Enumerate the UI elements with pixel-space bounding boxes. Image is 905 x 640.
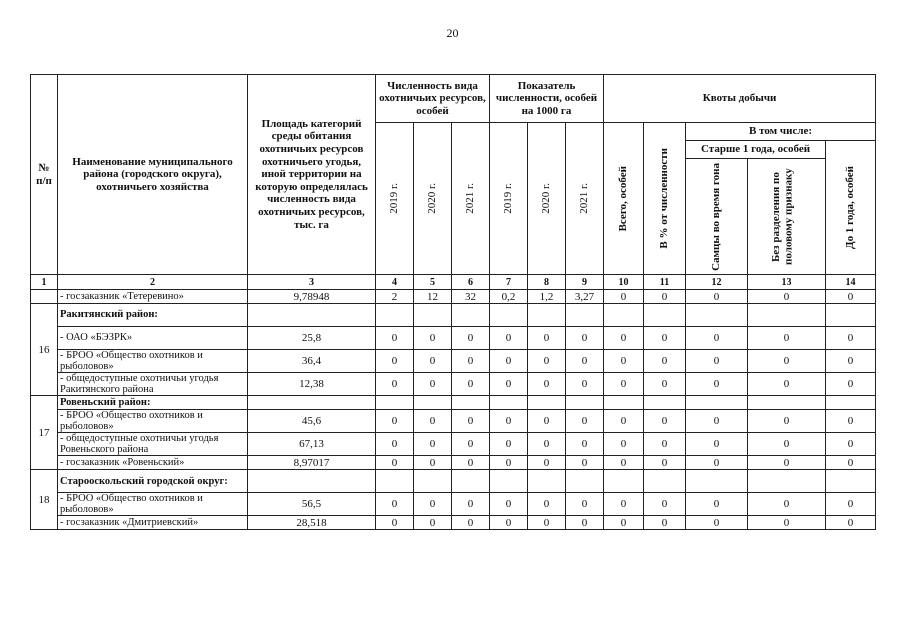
header-including: В том числе: [686, 123, 876, 141]
table-cell: 32 [452, 290, 490, 304]
empty-cell [376, 470, 414, 493]
table-cell: 10 [604, 275, 644, 290]
table-cell: 0 [644, 373, 686, 396]
table-cell: 0 [490, 327, 528, 350]
hunting-quota-table [30, 74, 876, 530]
table-cell: 0 [528, 493, 566, 516]
table-cell: 0 [644, 433, 686, 456]
table-cell: 0 [566, 373, 604, 396]
table-cell: - госзаказник «Дмитриевский» [58, 516, 248, 530]
table-cell: 0 [414, 456, 452, 470]
table-cell: 0 [566, 456, 604, 470]
header-density: Показатель численности, особей на 1000 га [490, 75, 604, 123]
empty-cell [826, 396, 876, 410]
empty-cell [490, 396, 528, 410]
table-cell: 0 [566, 433, 604, 456]
table-cell: 0 [528, 327, 566, 350]
district-row [31, 304, 876, 327]
empty-cell [490, 304, 528, 327]
empty-cell [452, 396, 490, 410]
district-row [31, 470, 876, 493]
empty-cell [748, 396, 826, 410]
table-cell: 0 [686, 493, 748, 516]
table-cell: 28,518 [248, 516, 376, 530]
table-cell: 0 [376, 493, 414, 516]
table-cell: 7 [490, 275, 528, 290]
empty-cell [414, 396, 452, 410]
table-row [31, 290, 876, 304]
table-cell: 0 [604, 456, 644, 470]
column-numbers-row [31, 275, 876, 290]
table-cell: 0 [748, 410, 826, 433]
table-cell: 12 [414, 290, 452, 304]
table-cell: - БРОО «Общество охотников и рыболовов» [58, 350, 248, 373]
table-cell: 2 [58, 275, 248, 290]
table-cell: 0 [452, 327, 490, 350]
table-cell: 0 [644, 327, 686, 350]
empty-cell [490, 470, 528, 493]
table-cell: 0 [376, 456, 414, 470]
table-cell: 0 [490, 373, 528, 396]
table-cell: 4 [376, 275, 414, 290]
empty-cell [376, 396, 414, 410]
header-population: Численность вида охотничьих ресурсов, особей [376, 75, 490, 123]
table-cell: 0 [826, 456, 876, 470]
table-cell: 0 [826, 516, 876, 530]
empty-cell [452, 470, 490, 493]
empty-cell [748, 304, 826, 327]
table-cell: 36,4 [248, 350, 376, 373]
empty-cell [566, 396, 604, 410]
table-cell: 0 [414, 516, 452, 530]
table-cell: 0 [528, 410, 566, 433]
table-cell: 0 [490, 350, 528, 373]
table-cell: 0 [490, 456, 528, 470]
table-cell: 0 [644, 516, 686, 530]
table-row [31, 456, 876, 470]
table-row [31, 327, 876, 350]
empty-cell [414, 470, 452, 493]
header-quotas: Квоты добычи [604, 75, 876, 123]
table-cell: 0 [748, 373, 826, 396]
table-cell: - БРОО «Общество охотников и рыболовов» [58, 410, 248, 433]
table-cell: 0 [686, 373, 748, 396]
table-cell: 0 [452, 350, 490, 373]
header-2021: 2021 г. [464, 183, 477, 214]
table-row [31, 433, 876, 456]
table-cell: 2 [376, 290, 414, 304]
empty-cell [686, 304, 748, 327]
table-cell: 0 [566, 350, 604, 373]
empty-cell [604, 470, 644, 493]
table-cell: 0 [826, 350, 876, 373]
empty-cell [528, 304, 566, 327]
table-cell: 45,6 [248, 410, 376, 433]
table-cell: 0 [644, 350, 686, 373]
district-name: Ровеньский район: [58, 396, 248, 410]
table-cell: 0 [644, 456, 686, 470]
empty-cell [748, 470, 826, 493]
table-cell: 0 [414, 433, 452, 456]
table-cell: 0 [376, 433, 414, 456]
table-cell: 0 [604, 290, 644, 304]
table-cell: 0 [566, 410, 604, 433]
table-cell: 0 [686, 410, 748, 433]
table-cell: - госзаказник «Тетеревино» [58, 290, 248, 304]
page-number: 20 [446, 26, 459, 40]
table-cell: 0 [452, 516, 490, 530]
table-cell: 11 [644, 275, 686, 290]
table-cell: 13 [748, 275, 826, 290]
district-row [31, 396, 876, 410]
table-cell: 0 [528, 350, 566, 373]
table-cell: 14 [826, 275, 876, 290]
table-row [31, 373, 876, 396]
table-cell: 0 [452, 410, 490, 433]
table-cell: 5 [414, 275, 452, 290]
header-density-2019: 2019 г. [502, 183, 515, 214]
table-row [31, 516, 876, 530]
table-cell: 0 [604, 373, 644, 396]
table-cell: 0 [490, 433, 528, 456]
table-cell: - общедоступные охотничьи угодья Ракитянского района [58, 373, 248, 396]
header-2020: 2020 г. [426, 183, 439, 214]
header-density-2021: 2021 г. [578, 183, 591, 214]
table-cell: 1,2 [528, 290, 566, 304]
district-number: 16 [31, 304, 58, 396]
table-cell: 25,8 [248, 327, 376, 350]
empty-cell [31, 290, 58, 304]
table-cell: 12 [686, 275, 748, 290]
table-cell: 1 [31, 275, 58, 290]
table-cell: 3 [248, 275, 376, 290]
table-cell: 0 [414, 327, 452, 350]
table-cell: 0 [686, 327, 748, 350]
table-cell: 0 [414, 410, 452, 433]
table-cell: 0 [414, 373, 452, 396]
empty-cell [566, 470, 604, 493]
table-cell: 0 [686, 350, 748, 373]
table-cell: 67,13 [248, 433, 376, 456]
table-cell: 0 [686, 516, 748, 530]
table-cell: 0 [748, 327, 826, 350]
empty-cell [604, 396, 644, 410]
table-row [31, 350, 876, 373]
table-cell: 3,27 [566, 290, 604, 304]
table-cell: - госзаказник «Ровеньский» [58, 456, 248, 470]
header-num: № п/п [31, 75, 58, 275]
table-row [31, 410, 876, 433]
table-cell: 0 [826, 493, 876, 516]
table-cell: 0 [376, 350, 414, 373]
empty-cell [644, 304, 686, 327]
table-cell: 0 [604, 327, 644, 350]
empty-cell [826, 470, 876, 493]
table-cell: 0 [566, 327, 604, 350]
table-cell: 0 [686, 290, 748, 304]
table-cell: 0 [644, 410, 686, 433]
header-under1: До 1 года, особей [844, 166, 857, 249]
empty-cell [376, 304, 414, 327]
table-cell: 0 [604, 350, 644, 373]
empty-cell [644, 470, 686, 493]
table-cell: 0 [748, 493, 826, 516]
header-density-2020: 2020 г. [540, 183, 553, 214]
table-cell: 0 [490, 516, 528, 530]
table-cell: 56,5 [248, 493, 376, 516]
table-cell: 0 [490, 493, 528, 516]
table-cell: 0 [748, 456, 826, 470]
table-cell: 0 [604, 433, 644, 456]
table-cell: 0 [826, 433, 876, 456]
table-cell: 0 [826, 373, 876, 396]
table-cell: 12,38 [248, 373, 376, 396]
table-cell: 0 [452, 433, 490, 456]
table-cell: 0 [528, 373, 566, 396]
empty-cell [248, 396, 376, 410]
header-name: Наименование муниципального района (городского округа), охотничьего хозяйства [58, 75, 248, 275]
table-cell: 0 [604, 516, 644, 530]
table-cell: 0 [528, 456, 566, 470]
table-cell: 0 [644, 493, 686, 516]
district-name: Старооскольский городской округ: [58, 470, 248, 493]
empty-cell [528, 396, 566, 410]
table-cell: 0 [566, 516, 604, 530]
table-cell: 0 [604, 493, 644, 516]
district-name: Ракитянский район: [58, 304, 248, 327]
empty-cell [452, 304, 490, 327]
table-cell: 0 [452, 373, 490, 396]
header-total: Всего, особей [617, 165, 630, 232]
header-percent: В % от численности [658, 148, 671, 249]
empty-cell [248, 470, 376, 493]
table-cell: 0 [686, 456, 748, 470]
table-cell: 0 [748, 516, 826, 530]
header-no-sex: Без разделения по половому признаку [769, 168, 795, 265]
header-males-rut: Самцы во время гона [710, 162, 723, 271]
table-cell: 0,2 [490, 290, 528, 304]
district-number: 17 [31, 396, 58, 470]
empty-cell [528, 470, 566, 493]
table-cell: 0 [376, 373, 414, 396]
empty-cell [686, 396, 748, 410]
empty-cell [248, 304, 376, 327]
empty-cell [644, 396, 686, 410]
table-cell: 0 [414, 493, 452, 516]
empty-cell [604, 304, 644, 327]
table-cell: 8 [528, 275, 566, 290]
table-cell: 0 [566, 493, 604, 516]
table-cell: 0 [826, 410, 876, 433]
table-cell: 0 [414, 350, 452, 373]
table-cell: 0 [826, 290, 876, 304]
table-cell: 0 [376, 327, 414, 350]
table-cell: 6 [452, 275, 490, 290]
table-cell: 9,78948 [248, 290, 376, 304]
table-cell: 0 [826, 327, 876, 350]
table-cell: 8,97017 [248, 456, 376, 470]
table-cell: 0 [452, 493, 490, 516]
table-cell: 0 [376, 410, 414, 433]
table-cell: 0 [748, 350, 826, 373]
table-row [31, 493, 876, 516]
table-cell: 0 [528, 516, 566, 530]
header-older: Старше 1 года, особей [686, 141, 826, 159]
header-2019: 2019 г. [388, 183, 401, 214]
table-cell: 0 [604, 410, 644, 433]
empty-cell [566, 304, 604, 327]
table-cell: - ОАО «БЭЗРК» [58, 327, 248, 350]
table-cell: 0 [528, 433, 566, 456]
table-cell: 0 [748, 433, 826, 456]
empty-cell [826, 304, 876, 327]
table-cell: 0 [686, 433, 748, 456]
table-cell: - БРОО «Общество охотников и рыболовов» [58, 493, 248, 516]
table-cell: 0 [490, 410, 528, 433]
empty-cell [686, 470, 748, 493]
table-cell: 0 [452, 456, 490, 470]
empty-cell [414, 304, 452, 327]
table-cell: 9 [566, 275, 604, 290]
header-area: Площадь категорий среды обитания охотничьих ресурсов охотничьего угодья, иной территории на которую определялась численность вида охотничьих ресурсов, тыс. га [248, 75, 376, 275]
table-cell: 0 [748, 290, 826, 304]
table-cell: 0 [376, 516, 414, 530]
district-number: 18 [31, 470, 58, 530]
table-cell: 0 [644, 290, 686, 304]
table-cell: - общедоступные охотничьи угодья Ровеньского района [58, 433, 248, 456]
